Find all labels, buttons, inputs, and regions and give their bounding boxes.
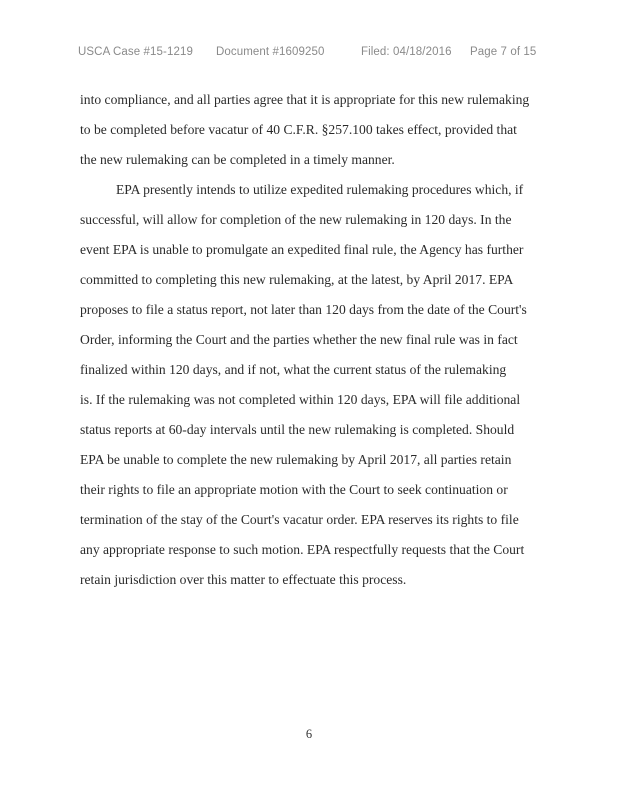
text-line: their rights to file an appropriate motion with the Court to seek continuation or [80,482,508,497]
court-filing-header [78,46,548,64]
text-line: the new rulemaking can be completed in a timely manner. [80,152,395,167]
text-line: proposes to file a status report, not later than 120 days from the date of the Court's [80,302,527,317]
header-document-number: Document #1609250 [216,46,325,58]
text-line: is. If the rulemaking was not completed within 120 days, EPA will file additional [80,392,521,407]
text-line: Order, informing the Court and the parties whether the new final rule was in fact [80,332,518,347]
text-line: EPA be unable to complete the new rulemaking by April 2017, all parties retain [80,452,512,467]
page-number: 6 [305,727,313,741]
text-line: committed to completing this new rulemaking, at the latest, by April 2017. EPA [80,272,514,287]
text-line: into compliance, and all parties agree that it is appropriate for this new rulemaking [80,92,530,107]
text-line: status reports at 60-day intervals until the new rulemaking is completed. Should [80,422,515,437]
text-line: EPA presently intends to utilize expedited rulemaking procedures which, if [116,182,524,197]
header-filed-date: Filed: 04/18/2016 [361,46,452,58]
text-line: successful, will allow for completion of the new rulemaking in 120 days. In the [80,212,512,227]
header-case-number: USCA Case #15-1219 [78,46,193,58]
text-line: to be completed before vacatur of 40 C.F.R. §257.100 takes effect, provided that [80,122,517,137]
header-page-count: Page 7 of 15 [470,46,537,58]
text-line: any appropriate response to such motion. EPA respectfully requests that the Court [80,542,525,557]
text-line: retain jurisdiction over this matter to effectuate this process. [80,572,407,587]
text-line: termination of the stay of the Court's vacatur order. EPA reserves its rights to file [80,512,519,527]
text-line: event EPA is unable to promulgate an expedited final rule, the Agency has further [80,242,524,257]
text-line: finalized within 120 days, and if not, what the current status of the rulemaking [80,362,507,377]
